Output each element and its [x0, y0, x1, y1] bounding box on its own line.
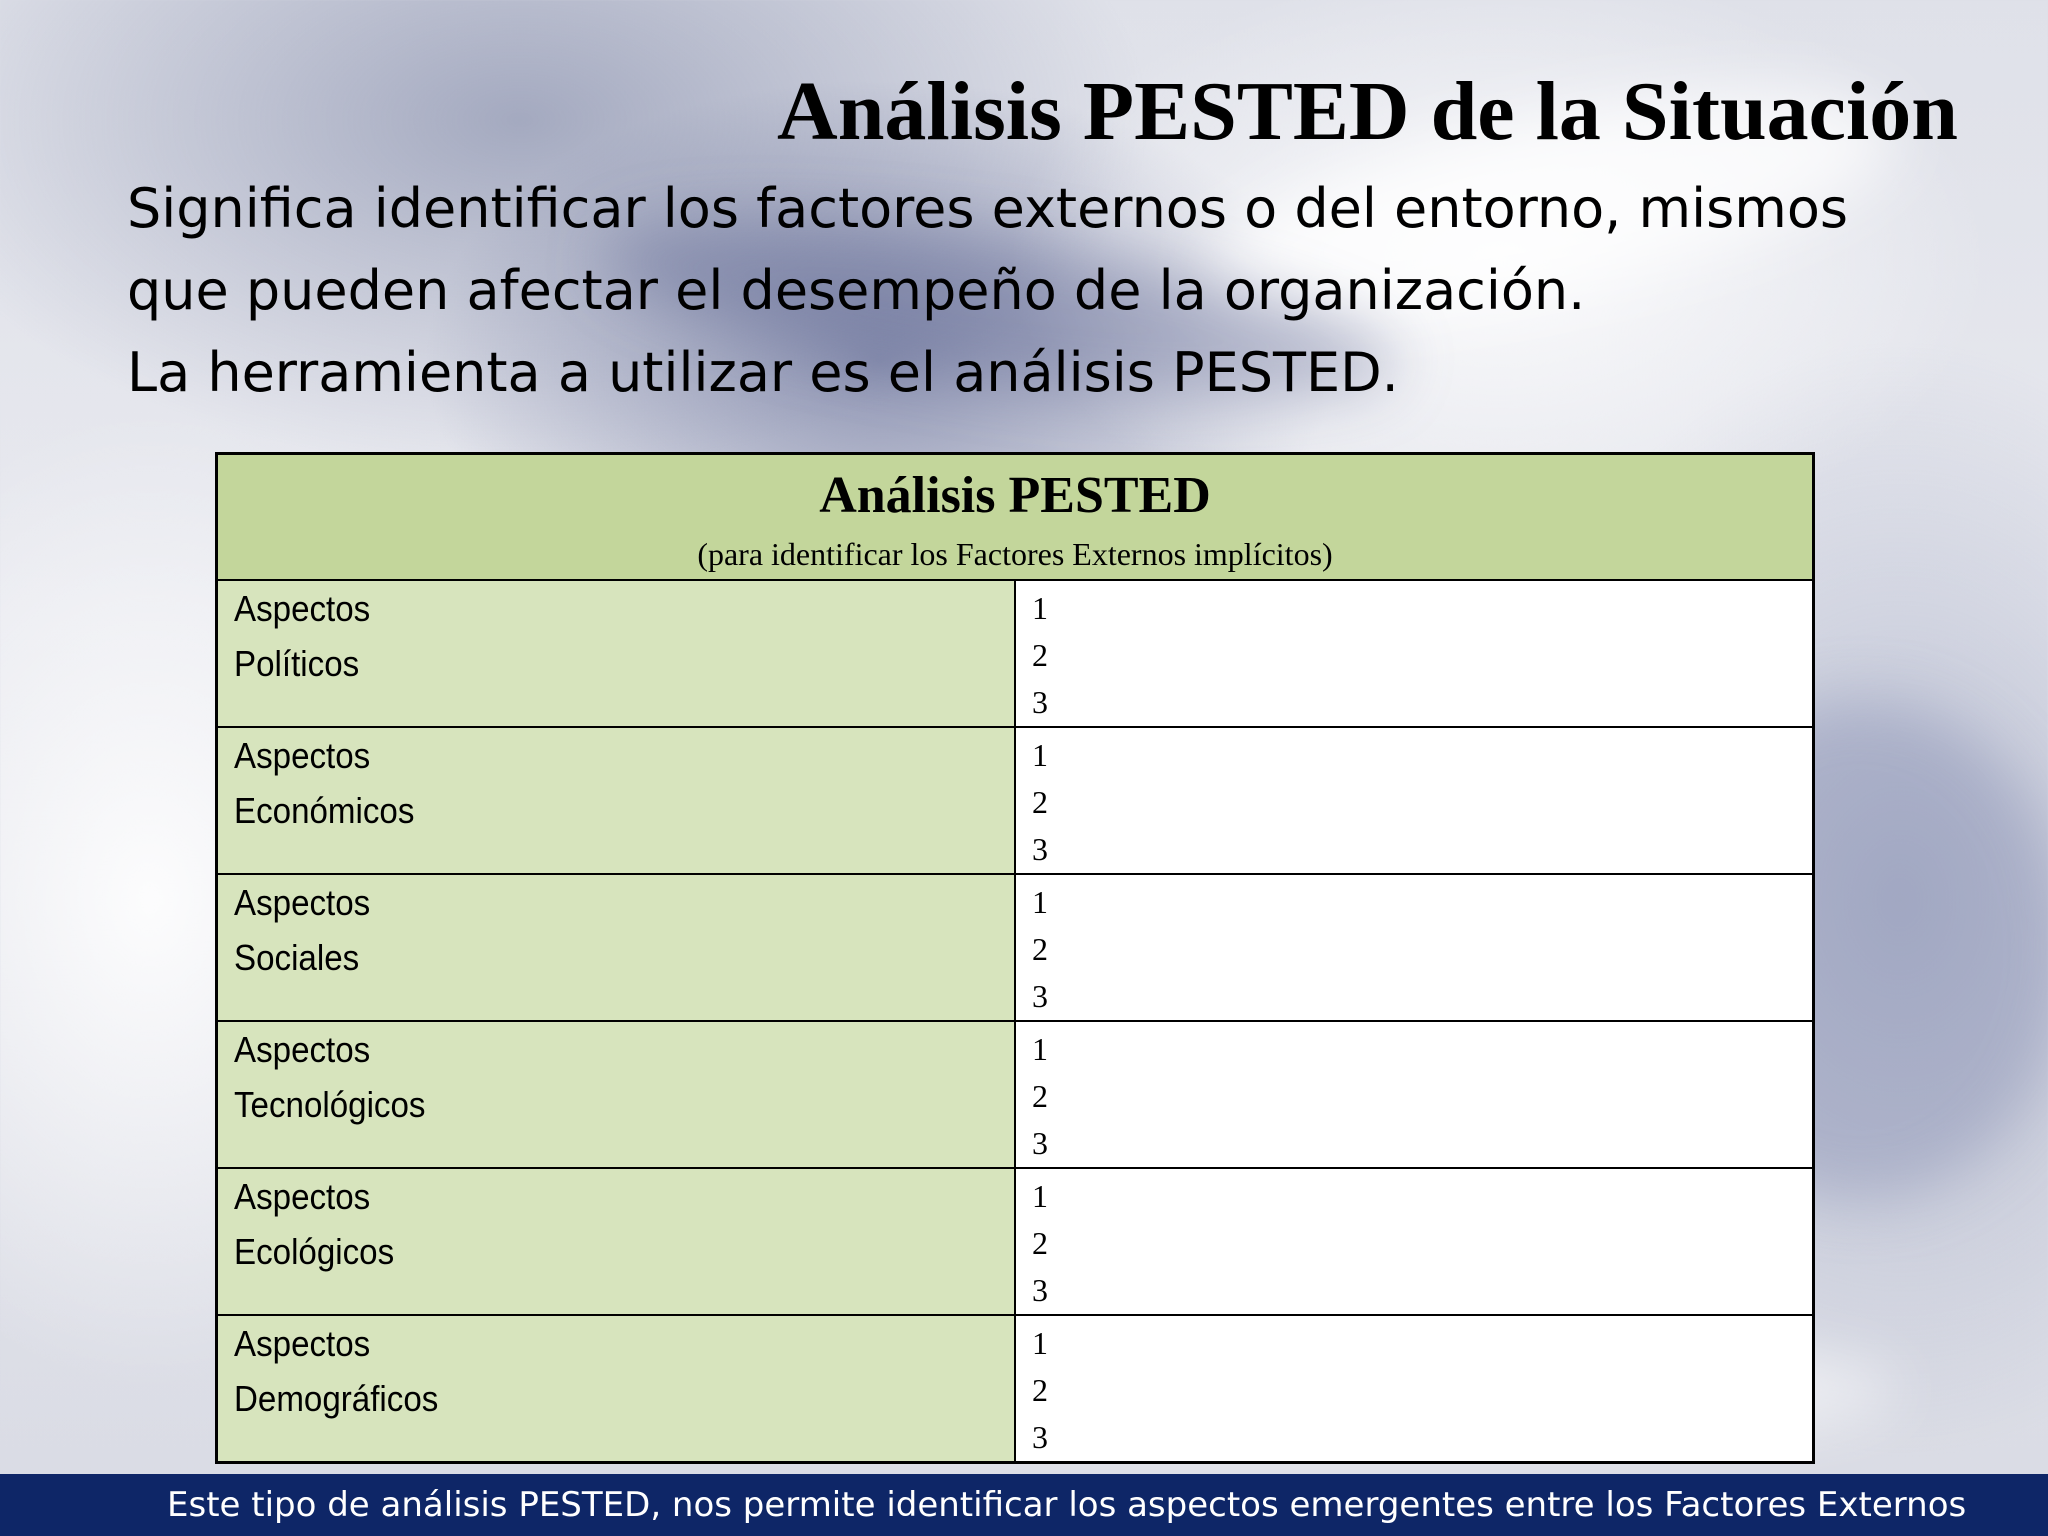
items-cell [1015, 1021, 1814, 1168]
item-number: 2 [1032, 931, 1048, 967]
item-number: 1 [1032, 1178, 1048, 1214]
aspect-label-line: Aspectos [234, 1323, 371, 1364]
aspect-label-cell [217, 874, 1016, 1021]
item-number: 2 [1032, 1372, 1048, 1408]
item-number: 1 [1032, 884, 1048, 920]
intro-line: La herramienta a utilizar es el análisis PESTED. [127, 341, 1399, 404]
aspect-label-cell [217, 1315, 1016, 1463]
item-number: 3 [1032, 684, 1048, 720]
item-number: 2 [1032, 637, 1048, 673]
aspect-label-cell [217, 1168, 1016, 1315]
item-number: 1 [1032, 1031, 1048, 1067]
aspect-label-line: Aspectos [234, 588, 371, 629]
footer-text: Este tipo de análisis PESTED, nos permite identificar los aspectos emergentes entre los Factores Externos [167, 1485, 1967, 1525]
item-number: 3 [1032, 978, 1048, 1014]
aspect-label-name: Sociales [234, 937, 360, 978]
items-cell [1015, 727, 1814, 874]
table-row-politicos [217, 580, 1814, 727]
aspect-label-cell [217, 580, 1016, 727]
table-row-ecologicos [217, 1168, 1814, 1315]
item-number: 2 [1032, 784, 1048, 820]
item-number: 2 [1032, 1078, 1048, 1114]
aspect-label-name: Económicos [234, 790, 415, 831]
item-number: 1 [1032, 590, 1048, 626]
items-cell [1015, 874, 1814, 1021]
item-number: 3 [1032, 1272, 1048, 1308]
items-cell [1015, 1315, 1814, 1463]
item-number: 3 [1032, 1419, 1048, 1455]
table-subtitle: (para identificar los Factores Externos implícitos) [697, 536, 1333, 572]
table-row-tecnologicos [217, 1021, 1814, 1168]
table-title: Análisis PESTED [819, 467, 1211, 524]
item-number: 1 [1032, 1325, 1048, 1361]
aspect-label-cell [217, 1021, 1016, 1168]
aspect-label-line: Aspectos [234, 735, 371, 776]
item-number: 1 [1032, 737, 1048, 773]
table-row-demograficos [217, 1315, 1814, 1463]
intro-line: que pueden afectar el desempeño de la organización. [127, 259, 1586, 322]
item-number: 2 [1032, 1225, 1048, 1261]
table-row-sociales [217, 874, 1814, 1021]
item-number: 3 [1032, 831, 1048, 867]
aspect-label-line: Aspectos [234, 882, 371, 923]
aspect-label-cell [217, 727, 1016, 874]
aspect-label-line: Aspectos [234, 1029, 371, 1070]
footer-bar [0, 1474, 2048, 1536]
table-row-economicos [217, 727, 1814, 874]
aspect-label-line: Aspectos [234, 1176, 371, 1217]
table-header-row [217, 454, 1814, 581]
intro-line: Significa identificar los factores externos o del entorno, mismos [127, 177, 1849, 240]
aspect-label-name: Políticos [234, 643, 360, 684]
aspect-label-name: Demográficos [234, 1378, 439, 1419]
items-cell [1015, 580, 1814, 727]
intro-paragraph [127, 168, 1947, 414]
item-number: 3 [1032, 1125, 1048, 1161]
aspect-label-name: Tecnológicos [234, 1084, 426, 1125]
pested-table [215, 452, 1815, 1464]
slide-title: Análisis PESTED de la Situación [777, 65, 1958, 158]
table-header [217, 454, 1814, 581]
items-cell [1015, 1168, 1814, 1315]
aspect-label-name: Ecológicos [234, 1231, 395, 1272]
